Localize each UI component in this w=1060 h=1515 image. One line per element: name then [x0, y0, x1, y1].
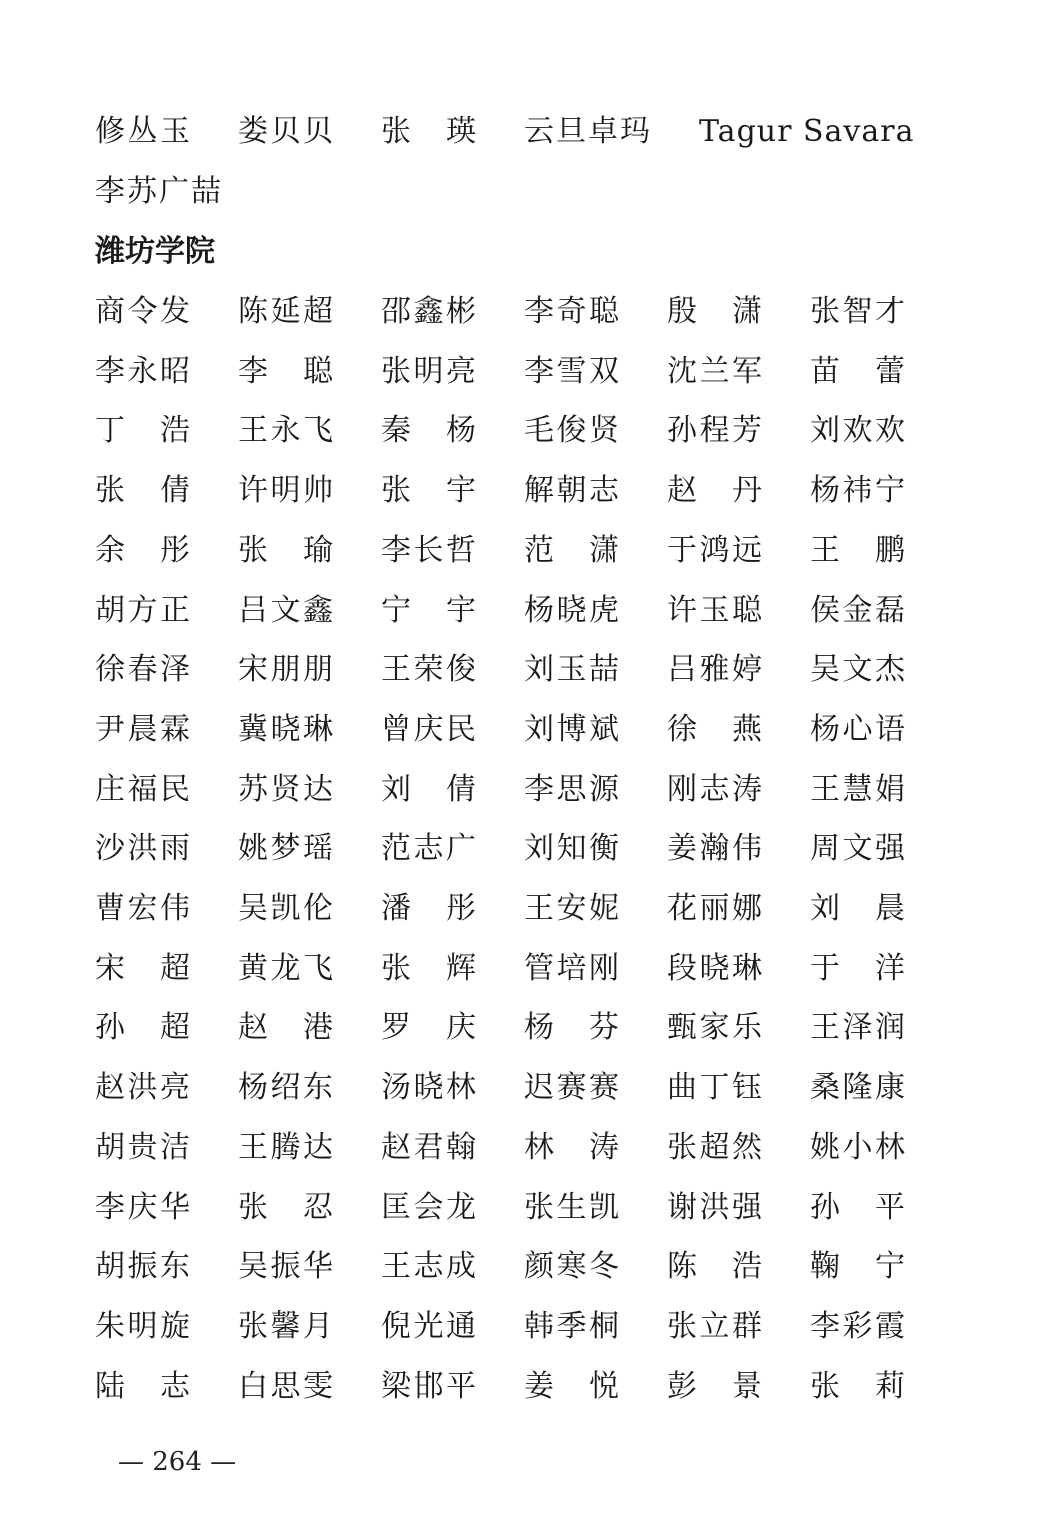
name-cell: 潘 彤: [381, 891, 476, 926]
name-cell: 苏 贤 达: [238, 771, 333, 807]
name-cell: 毛 俊 贤: [524, 413, 619, 449]
name-cell: 李 长 哲: [381, 532, 476, 568]
name-cell: 张 明 亮: [381, 353, 476, 389]
name-cell: 刘 知 衡: [524, 831, 619, 867]
name-cell: 庄 福 民: [95, 771, 190, 807]
name-cell: 胡 方 正: [95, 592, 190, 628]
name-cell: 沈 兰 军: [667, 353, 762, 389]
name-cell: 张 莉: [810, 1368, 905, 1404]
name-cell: 宋 超: [95, 950, 190, 986]
name-cell: 曾 庆 民: [381, 711, 476, 747]
name-cell: 吴 凯 伦: [238, 891, 333, 926]
name-cell: 赵 君 翰: [381, 1129, 476, 1165]
name-cell: 王 鹏: [810, 532, 905, 568]
name-cell: 陆 志: [95, 1368, 190, 1404]
name-cell: 杨 绍 东: [238, 1070, 333, 1106]
name-cell: 许 玉 聪: [667, 592, 762, 628]
name-cell: 张 辉: [381, 950, 476, 986]
name-cell: 李苏广喆: [95, 173, 223, 209]
name-cell: 殷 潇: [667, 294, 762, 329]
name-row: [95, 879, 995, 939]
name-cell: 吕 雅 婷: [667, 652, 762, 688]
name-cell: 张 超 然: [667, 1129, 762, 1165]
name-cell: 赵 丹: [667, 473, 762, 509]
name-cell: 李 庆 华: [95, 1189, 190, 1225]
name-cell: 宋 朋 朋: [238, 652, 333, 688]
name-cell: 徐 春 泽: [95, 652, 190, 688]
name-cell: 丁 浩: [95, 413, 190, 449]
name-cell: 花 丽 娜: [667, 891, 762, 926]
name-cell: 姜 悦: [524, 1368, 619, 1404]
name-cell: 刘 欢 欢: [810, 413, 905, 449]
name-row: [95, 401, 995, 461]
name-row: [95, 282, 995, 342]
name-cell: 王 腾 达: [238, 1129, 333, 1165]
name-cell: 鞠 宁: [810, 1249, 905, 1285]
name-cell: 张 宇: [381, 473, 476, 509]
name-row: [95, 1237, 995, 1297]
name-cell: 刚 志 涛: [667, 771, 762, 807]
name-cell: 云旦卓玛: [524, 114, 652, 149]
name-cell: 曹 宏 伟: [95, 891, 190, 926]
name-cell: 余 彤: [95, 532, 190, 568]
name-cell: 陈 浩: [667, 1249, 762, 1285]
name-cell: 吕 文 鑫: [238, 592, 333, 628]
name-cell: 张 倩: [95, 473, 190, 509]
name-row: [95, 162, 995, 222]
name-cell: 姚 小 林: [810, 1129, 905, 1165]
name-row: [95, 760, 995, 820]
name-cell: 孙 超: [95, 1010, 190, 1046]
name-cell: 赵 洪 亮: [95, 1070, 190, 1106]
name-row: [95, 342, 995, 402]
name-cell: 姚 梦 瑶: [238, 831, 333, 867]
name-cell: 李 聪: [238, 353, 333, 389]
name-cell: 李 奇 聪: [524, 294, 619, 329]
name-cell: 杨 晓 虎: [524, 592, 619, 628]
name-cell: 梁 邯 平: [381, 1368, 476, 1404]
name-cell: 娄 贝 贝: [238, 114, 333, 149]
name-cell: 王 荣 俊: [381, 652, 476, 688]
name-cell: 曲 丁 钰: [667, 1070, 762, 1106]
name-cell: 沙 洪 雨: [95, 831, 190, 867]
name-cell-latin: Tagur Savara: [699, 114, 915, 149]
name-cell: 颜 寒 冬: [524, 1249, 619, 1285]
name-cell: 吴 文 杰: [810, 652, 905, 688]
name-cell: 韩 季 桐: [524, 1308, 619, 1344]
name-row: [95, 1118, 995, 1178]
name-cell: 张 忍: [238, 1189, 333, 1225]
name-cell: 杨 祎 宁: [810, 473, 905, 509]
name-cell: 胡 振 东: [95, 1249, 190, 1285]
name-cell: 姜 瀚 伟: [667, 831, 762, 867]
name-cell: 邵 鑫 彬: [381, 294, 476, 329]
name-cell: 张 瑛: [381, 114, 476, 149]
name-cell: 林 涛: [524, 1129, 619, 1165]
name-cell: 徐 燕: [667, 711, 762, 747]
name-cell: 倪 光 通: [381, 1308, 476, 1344]
name-cell: 宁 宇: [381, 592, 476, 628]
name-cell: 李 雪 双: [524, 353, 619, 389]
name-cell: 张 立 群: [667, 1308, 762, 1344]
name-cell: 张 馨 月: [238, 1308, 333, 1344]
name-cell: 张 瑜: [238, 532, 333, 568]
name-cell: 王 泽 润: [810, 1010, 905, 1046]
name-cell: 苗 蕾: [810, 353, 905, 389]
name-cell: 白 思 雯: [238, 1368, 333, 1404]
name-cell: 黄 龙 飞: [238, 950, 333, 986]
name-cell: 修 丛 玉: [95, 114, 190, 149]
name-cell: 胡 贵 洁: [95, 1129, 190, 1165]
name-cell: 刘 博 斌: [524, 711, 619, 747]
name-cell: 王 志 成: [381, 1249, 476, 1285]
name-cell: 侯 金 磊: [810, 592, 905, 628]
name-cell: 秦 杨: [381, 413, 476, 449]
page-number: — 264 —: [118, 1447, 237, 1477]
name-cell: 周 文 强: [810, 831, 905, 867]
name-cell: 范 潇: [524, 532, 619, 568]
name-cell: 甄 家 乐: [667, 1010, 762, 1046]
name-cell: 孙 程 芳: [667, 413, 762, 449]
name-cell: 李 彩 霞: [810, 1308, 905, 1344]
name-cell: 刘 晨: [810, 891, 905, 926]
name-cell: 吴 振 华: [238, 1249, 333, 1285]
name-cell: 许 明 帅: [238, 473, 333, 509]
name-cell: 孙 平: [810, 1189, 905, 1225]
name-cell: 段 晓 琳: [667, 950, 762, 986]
name-row: [95, 1178, 995, 1238]
section-title-weifang-university: 潍坊学院: [95, 234, 215, 269]
name-cell: 朱 明 旋: [95, 1308, 190, 1344]
name-cell: 王 永 飞: [238, 413, 333, 449]
name-cell: 李 思 源: [524, 771, 619, 807]
name-cell: 范 志 广: [381, 831, 476, 867]
name-cell: 张 生 凯: [524, 1189, 619, 1225]
name-cell: 匡 会 龙: [381, 1189, 476, 1225]
name-cell: 刘 玉 喆: [524, 652, 619, 688]
name-cell: 陈 延 超: [238, 294, 333, 329]
name-cell: 冀 晓 琳: [238, 711, 333, 747]
name-cell: 桑 隆 康: [810, 1070, 905, 1106]
name-row: [95, 700, 995, 760]
name-cell: 罗 庆: [381, 1010, 476, 1046]
name-row: [95, 521, 995, 581]
name-cell: 解 朝 志: [524, 473, 619, 509]
name-cell: 商 令 发: [95, 294, 190, 329]
name-row: [95, 581, 995, 641]
name-cell: 于 鸿 远: [667, 532, 762, 568]
name-cell: 谢 洪 强: [667, 1189, 762, 1225]
name-cell: 管 培 刚: [524, 950, 619, 986]
name-cell: 汤 晓 林: [381, 1070, 476, 1106]
name-cell: 刘 倩: [381, 771, 476, 807]
name-cell: 王 安 妮: [524, 891, 619, 926]
name-row: [95, 1357, 995, 1417]
name-cell: 李 永 昭: [95, 353, 190, 389]
name-cell: 赵 港: [238, 1010, 333, 1046]
name-row: [95, 640, 995, 700]
name-row: [95, 819, 995, 879]
name-cell: 张 智 才: [810, 294, 905, 329]
name-cell: 杨 芬: [524, 1010, 619, 1046]
name-cell: 于 洋: [810, 950, 905, 986]
name-row: [95, 1297, 995, 1357]
name-row: [95, 1058, 995, 1118]
name-row: [95, 998, 995, 1058]
name-cell: 尹 晨 霖: [95, 711, 190, 747]
name-row: [95, 939, 995, 999]
name-cell: 迟 赛 赛: [524, 1070, 619, 1106]
name-row: [95, 461, 995, 521]
name-row: [95, 102, 995, 162]
name-cell: 彭 景: [667, 1368, 762, 1404]
name-cell: 杨 心 语: [810, 711, 905, 747]
name-cell: 王 慧 娟: [810, 771, 905, 807]
